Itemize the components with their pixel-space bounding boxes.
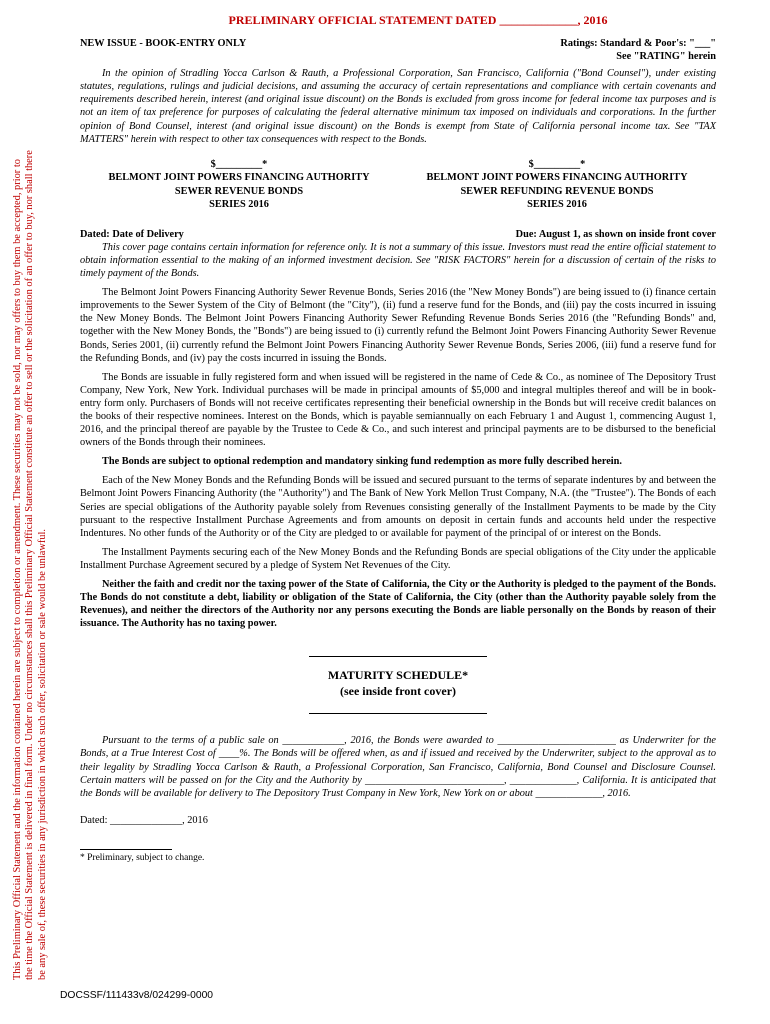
paragraph-security: Each of the New Money Bonds and the Refunding Bonds will be issued and secured pursuant to the terms of separate indentures by and between the Belmont Joint Powers Financing Authority (the "Authority") and The Bank of New York Mellon Trust Company, N.A. (the "Trustee"). The Bonds of each Series are special obligations of the Authority payable solely from Revenues consisting generally of the Installment Payments to be made by the City pursuant to the respective Installment Purchase Agreements and from amounts on deposit in certain funds and accounts held under the respective Indentures. No other funds of the Authority or of the City are pledged to or available for payment of the principal of or interest on the Bonds. <box>80 475 716 539</box>
maturity-subtitle: (see inside front cover) <box>339 684 457 699</box>
series-issuer: BELMONT JOINT POWERS FINANCING AUTHORITY <box>108 172 370 184</box>
document-title: PRELIMINARY OFFICIAL STATEMENT DATED _____________, 2016 <box>228 13 608 27</box>
series-issuer: BELMONT JOINT POWERS FINANCING AUTHORITY <box>426 172 688 184</box>
paragraph-redemption: The Bonds are subject to optional redemption and mandatory sinking fund redemption as more fully described herein. <box>102 456 622 468</box>
series-amount: $_________* <box>210 158 268 170</box>
document-code: DOCSSF/111433v8/024299-0000 <box>60 990 214 1001</box>
side-disclaimer <box>12 60 49 980</box>
side-disclaimer-line: This Preliminary Official Statement and the information contained herein are subject to completion or amendment. These securities may not be sold, nor may offers to buy them be accepted, prior to <box>12 159 23 980</box>
series-name: SEWER REVENUE BONDS <box>174 185 304 197</box>
dated-label: Dated: Date of Delivery <box>80 228 184 240</box>
bond-counsel-opinion: In the opinion of Stradling Yocca Carlson & Rauth, a Professional Corporation, San Francisco, California ("Bond Counsel"), under existing statutes, regulations, rulings and judicial decisions, and assuming the accuracy of certain representations and compliance with certain covenants and requirements described herein, interest (and original issue discount) on the Bonds is excluded from gross income for federal income tax purposes and is not an item of tax preference for purposes of calculating the federal alternative minimum tax imposed on individuals and corporations. In the further opinion of Bond Counsel, interest (and original issue discount) on the Bonds is exempt from State of California personal income tax. See "TAX MATTERS" herein with respect to other tax consequences with respect to the Bonds. <box>80 68 716 145</box>
footnote-divider <box>80 849 172 850</box>
cover-note: This cover page contains certain information for reference only. It is not a summary of this issue. Investors must read the entire official statement to obtain information essential to the making of an informed investment decision. See "RISK FACTORS" herein for a discussion of certain of the risks to timely payment of the Bonds. <box>80 241 716 280</box>
paragraph-purpose: The Belmont Joint Powers Financing Authority Sewer Revenue Bonds, Series 2016 (the "New Money Bonds") are being issued to (i) finance certain improvements to the Sewer System of the City of Belmont (the "City"), (ii) fund a reserve fund for the Bonds, and (iii) pay the costs incurred in issuing the New Money Bonds. The Belmont Joint Powers Financing Authority Sewer Refunding Revenue Bonds Series 2016 (the "Refunding Bonds" and, together with the New Money Bonds, the "Bonds") are being issued to (i) currently refund the Belmont Joint Powers Financing Authority Sewer Revenue Bonds, Series 2001, (ii) currently refund the Belmont Joint Powers Financing Authority Sewer Revenue Bonds, Series 2006, (iii) fund a reserve fund for the Refunding Bonds, and (iv) pay the costs incurred in issuing the Bonds. <box>80 287 716 364</box>
paragraph-limited-obligation: Neither the faith and credit nor the taxing power of the State of California, the City or the Authority is pledged to the payment of the Bonds. The Bonds do not constitute a debt, liability or obligation of the State of California, the City (other than the Authority payable solely from the Revenues), and neither the directors of the Authority nor any persons executing the Bonds are liable personally on the Bonds by reason of their issuance. The Authority has no taxing power. <box>80 579 716 630</box>
issue-type: NEW ISSUE - BOOK-ENTRY ONLY <box>80 38 247 50</box>
series-amount: $_________* <box>528 158 586 170</box>
ratings-line: Ratings: Standard & Poor's: "___" <box>560 38 716 50</box>
footnote: * Preliminary, subject to change. <box>80 852 205 863</box>
series-name: SEWER REFUNDING REVENUE BONDS <box>460 185 654 197</box>
series-block <box>80 158 716 212</box>
series-refunding <box>398 158 716 212</box>
side-disclaimer-line: the time the Official Statement is delivered in final form. Under no circumstances shall this Preliminary Official Statement constitute an offer to sell or the solicitation of an offer to buy, nor shall there <box>24 150 36 980</box>
paragraph-book-entry: The Bonds are issuable in fully registered form and when issued will be registered in the name of Cede & Co., as nominee of The Depository Trust Company, New York, New York. Individual purchases will be made in principal amounts of $5,000 and integral multiples thereof and will be in book-entry form only. Purchasers of Bonds will not receive certificates representing their beneficial ownership in the Bonds but will receive credit balances on the books of their respective nominees. Interest on the Bonds, which is payable semiannually on each February 1 and August 1, commencing August 1, 2016, and the principal thereof are payable by the Trustee to Cede & Co., and such interest and principal payments are to be disbursed to the beneficial owners of the Bonds through their nominees. <box>80 371 716 449</box>
series-year: SERIES 2016 <box>527 199 587 211</box>
dated-line: Dated: ______________, 2016 <box>80 814 208 826</box>
maturity-schedule-box <box>309 656 487 714</box>
sale-paragraph: Pursuant to the terms of a public sale on ____________, 2016, the Bonds were awarded to _______________________ as Underwriter for the Bonds, at a True Interest Cost of ____%. The Bonds will be offered when, as and if issued and received by the Underwriter, subject to the approval as to their legality by Stradling Yocca Carlson & Rauth, a Professional Corporation, San Francisco, California, Bond Counsel and Disclosure Counsel. Certain matters will be passed on for the City and the Authority by ___________________________, _____________, California. It is anticipated that the Bonds will be available for delivery to The Depository Trust Company in New York, New York on or about _____________, 2016. <box>80 735 716 799</box>
dates-row <box>80 228 716 241</box>
side-disclaimer-line: be any sale of, these securities in any jurisdiction in which such offer, solicitation or sale would be unlawful. <box>36 529 48 980</box>
series-year: SERIES 2016 <box>209 199 269 211</box>
due-label: Due: August 1, as shown on inside front cover <box>515 228 716 240</box>
header-row <box>80 37 716 50</box>
series-new-money <box>80 158 398 212</box>
ratings-reference: See "RATING" herein <box>616 51 716 63</box>
document-body <box>80 14 716 865</box>
paragraph-installment: The Installment Payments securing each of the New Money Bonds and the Refunding Bonds are special obligations of the City under the applicable Installment Purchase Agreement secured by a pledge of System Net Revenues of the City. <box>80 546 716 571</box>
maturity-title: MATURITY SCHEDULE* <box>327 668 469 683</box>
